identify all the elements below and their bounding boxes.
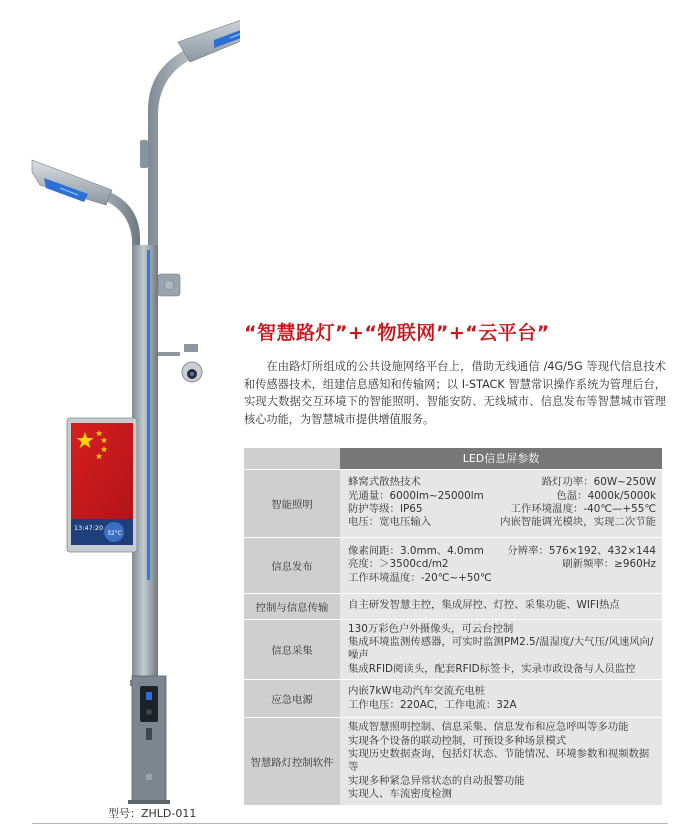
table-row <box>244 680 662 718</box>
row-category: 智慧路灯控制软件 <box>244 718 340 805</box>
screen-temp: 32°C <box>107 530 122 537</box>
table-row <box>244 469 662 537</box>
row-details: 自主研发智慧主控，集成屏控、灯控、采集功能、WIFI热点 <box>340 593 662 619</box>
table-header: LED信息屏参数 <box>340 448 662 469</box>
row-category: 应急电源 <box>244 680 340 718</box>
headline: “智慧路灯”+“物联网”+“云平台” <box>244 322 550 344</box>
table-row <box>244 619 662 680</box>
street-light-pole-illustration <box>0 0 240 830</box>
table-row <box>244 593 662 619</box>
row-category: 控制与信息传输 <box>244 593 340 619</box>
row-details: 集成智慧照明控制、信息采集、信息发布和应急呼叫等多功能 实现各个设备的联动控制，可预设多种场景模式 实现历史数据查询，包括灯状态、节能情况、环境参数和视频数据等 实现多种紧急异常状态的自动报警功能 实现人、车流密度检测 <box>340 718 662 805</box>
table-row <box>244 718 662 805</box>
spec-table <box>244 448 662 806</box>
intro-paragraph <box>244 358 666 428</box>
model-number: 型号：ZHLD-011 <box>108 807 197 820</box>
divider <box>32 823 668 824</box>
table-header-row <box>244 448 662 469</box>
row-details: 蜂窝式散热技术 路灯功率：60W~250W 光通量：6000lm~25000lm 色温：4000k/5000k 防护等级：IP65 工作环境温度：-40℃—+55℃ 电压：宽电压输入 内嵌智能调光模块，实现二次节能 <box>340 469 662 537</box>
screen-time: 13:47:20 <box>74 524 104 532</box>
row-details: 像素间距：3.0mm、4.0mm 分辨率：576×192、432×144 亮度：＞3500cd/m2 刷新频率：≥960Hz 工作环境温度：-20℃~+50℃ <box>340 537 662 593</box>
row-category: 信息发布 <box>244 537 340 593</box>
row-details: 内嵌7kW电动汽车交流充电桩 工作电压：220AC，工作电流：32A <box>340 680 662 718</box>
led-screen-display <box>71 423 133 519</box>
intro-text: 在由路灯所组成的公共设施网络平台上，借助无线通信 /4G/5G 等现代信息技术和传感器技术，组建信息感知和传输网；以 I-STACK 智慧常识操作系统为管理后台，实现大数据交互环境下的智能照明、智能安防、无线城市、信息发布等智慧城市管理核心功能，为智慧城市提供增值服务。 <box>244 360 666 426</box>
table-row <box>244 537 662 593</box>
row-category: 智能照明 <box>244 469 340 537</box>
row-details: 130万彩色户外摄像头，可云台控制 集成环境监测传感器，可实时监测PM2.5/温湿度/大气压/风速风向/噪声 集成RFID阅读头，配套RFID标签卡，实录市政设备与人员监控 <box>340 619 662 680</box>
row-category: 信息采集 <box>244 619 340 680</box>
lower-lamp-head <box>32 160 112 205</box>
